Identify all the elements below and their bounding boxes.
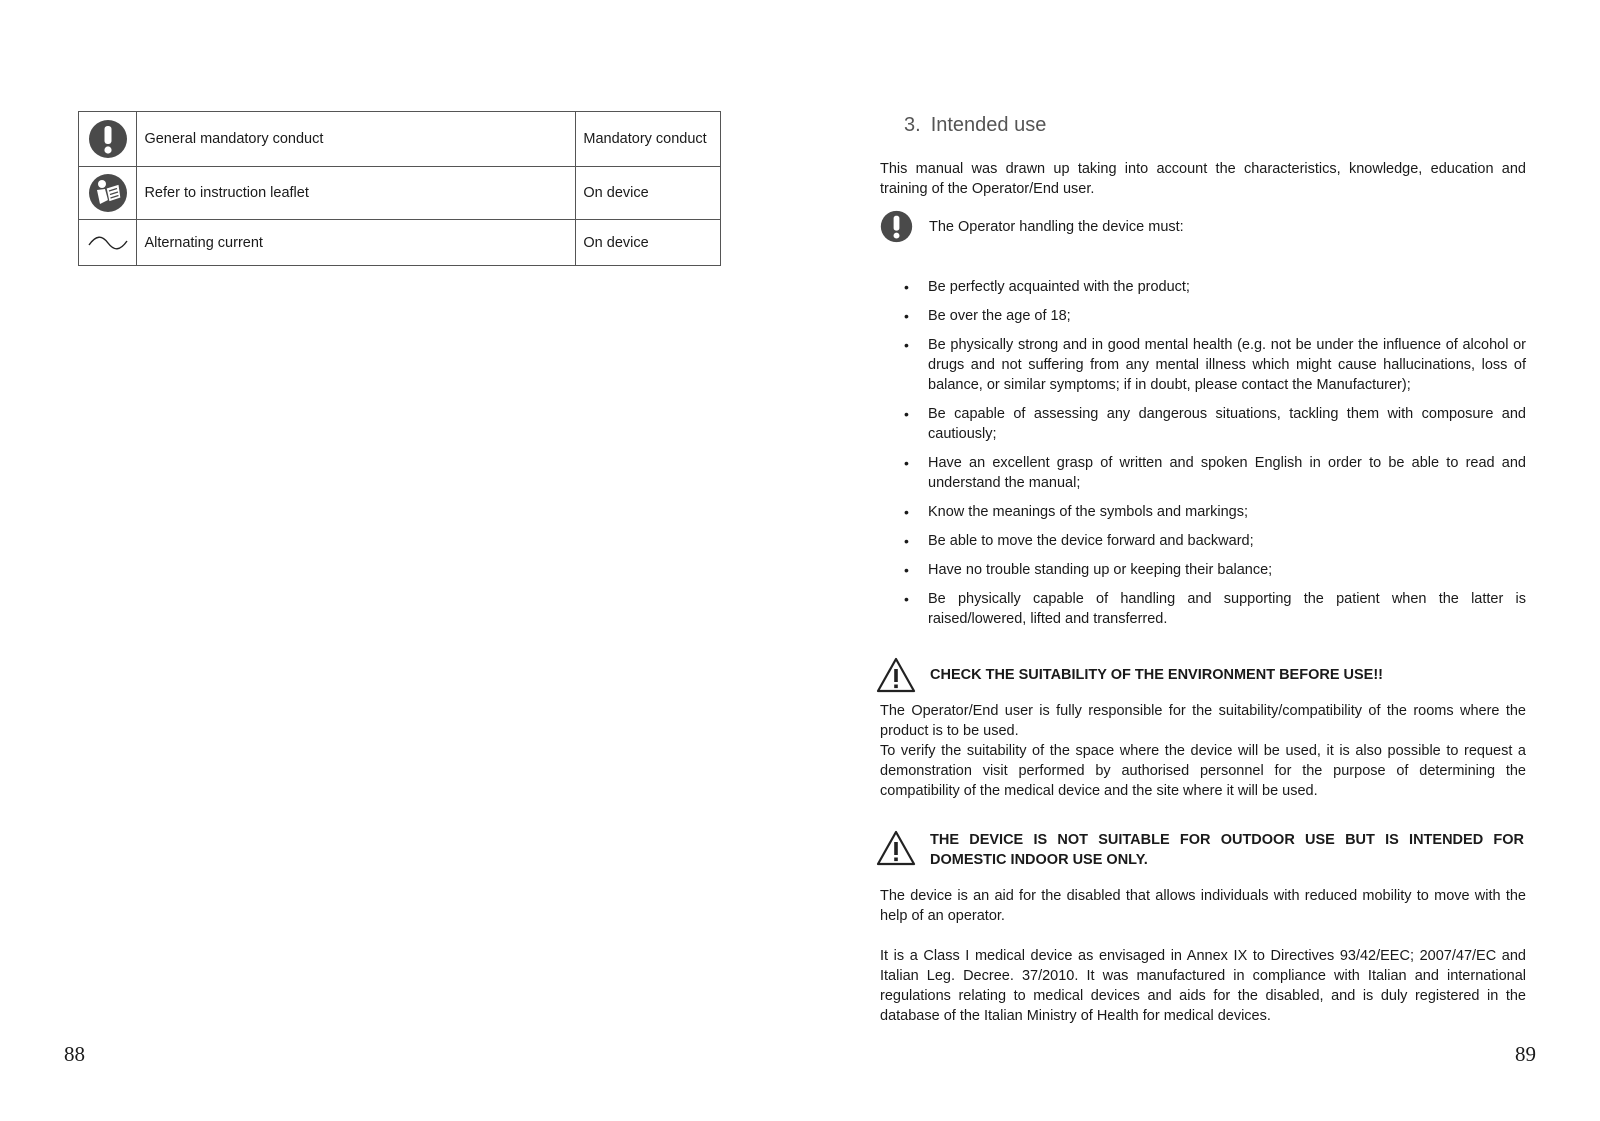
symbol-location: Mandatory conduct xyxy=(576,112,721,167)
description-block xyxy=(880,886,1526,926)
list-item: • Be over the age of 18; xyxy=(904,306,1526,326)
read-manual-icon xyxy=(88,173,128,213)
warning-triangle-icon xyxy=(876,657,916,693)
environment-paragraph: To verify the suitability of the space where the device will be used, it is also possible to request a demonstration visit performed by authorised personnel for the purpose of determining the compatibility of the medical device and the site where it will be used. xyxy=(880,743,1526,799)
symbol-table xyxy=(78,111,721,266)
list-item: • Know the meanings of the symbols and markings; xyxy=(904,502,1526,522)
table-row xyxy=(79,167,721,220)
list-item: • Be physically strong and in good mental health (e.g. not be under the influence of alcohol or drugs and not suffering from any mental illness which might cause hallucinations, loss of balance, or similar symptoms; if in doubt, please contact the Manufacturer); xyxy=(904,335,1526,395)
device-description: The device is an aid for the disabled that allows individuals with reduced mobility to move with the help of an operator. xyxy=(880,888,1526,924)
page-number: 89 xyxy=(1515,1042,1536,1066)
intro-block xyxy=(880,159,1526,199)
environment-warning-text: CHECK THE SUITABILITY OF THE ENVIRONMENT BEFORE USE!! xyxy=(930,667,1384,683)
table-row xyxy=(79,220,721,266)
list-item: • Be able to move the device forward and backward; xyxy=(904,531,1526,551)
icon-cell xyxy=(79,112,137,167)
page-number: 88 xyxy=(64,1042,85,1066)
warning-triangle-icon xyxy=(876,830,916,866)
operator-notice-text: The Operator handling the device must: xyxy=(929,218,1184,235)
right-page xyxy=(800,0,1600,1121)
list-item: • Have an excellent grasp of written and spoken English in order to be able to read and understand the manual; xyxy=(904,453,1526,493)
section-number: 3. xyxy=(904,114,921,136)
section-heading xyxy=(904,114,1046,137)
table-row xyxy=(79,112,721,167)
symbol-location: On device xyxy=(576,167,721,220)
indoor-warning-text: THE DEVICE IS NOT SUITABLE FOR OUTDOOR USE BUT IS INTENDED FOR DOMESTIC INDOOR USE ONLY. xyxy=(930,832,1524,868)
intro-paragraph: This manual was drawn up taking into account the characteristics, knowledge, education and training of the Operator/End user. xyxy=(880,161,1526,197)
classification-block xyxy=(880,946,1526,1026)
environment-block xyxy=(880,701,1526,801)
environment-warning xyxy=(876,657,1526,693)
symbol-description: Refer to instruction leaflet xyxy=(137,167,576,220)
operator-notice xyxy=(880,210,1184,243)
section-title: Intended use xyxy=(930,114,1047,136)
symbol-description: General mandatory conduct xyxy=(137,112,576,167)
icon-cell xyxy=(79,167,137,220)
list-item: • Have no trouble standing up or keeping their balance; xyxy=(904,560,1526,580)
list-item: • Be capable of assessing any dangerous situations, tackling them with composure and cautiously; xyxy=(904,404,1526,444)
exclamation-circle-icon xyxy=(88,119,128,159)
list-item: • Be physically capable of handling and supporting the patient when the latter is raised/lowered, lifted and transferred. xyxy=(904,589,1526,629)
requirements-list xyxy=(904,277,1526,638)
environment-paragraph: The Operator/End user is fully responsible for the suitability/compatibility of the rooms where the product is to be used. xyxy=(880,703,1526,739)
classification-paragraph: It is a Class I medical device as envisaged in Annex IX to Directives 93/42/EEC; 2007/47/EC and Italian Leg. Decree. 37/2010. It was manufactured in compliance with Italian and international regulations relating to medical devices and aids for the disabled, and is duly registered in the database of the Italian Ministry of Health for medical devices. xyxy=(880,948,1526,1024)
exclamation-circle-icon xyxy=(880,210,913,243)
symbol-location: On device xyxy=(576,220,721,266)
alternating-current-icon xyxy=(86,233,130,253)
list-item: • Be perfectly acquainted with the product; xyxy=(904,277,1526,297)
indoor-warning xyxy=(876,830,1526,870)
icon-cell xyxy=(79,220,137,266)
symbol-description: Alternating current xyxy=(137,220,576,266)
